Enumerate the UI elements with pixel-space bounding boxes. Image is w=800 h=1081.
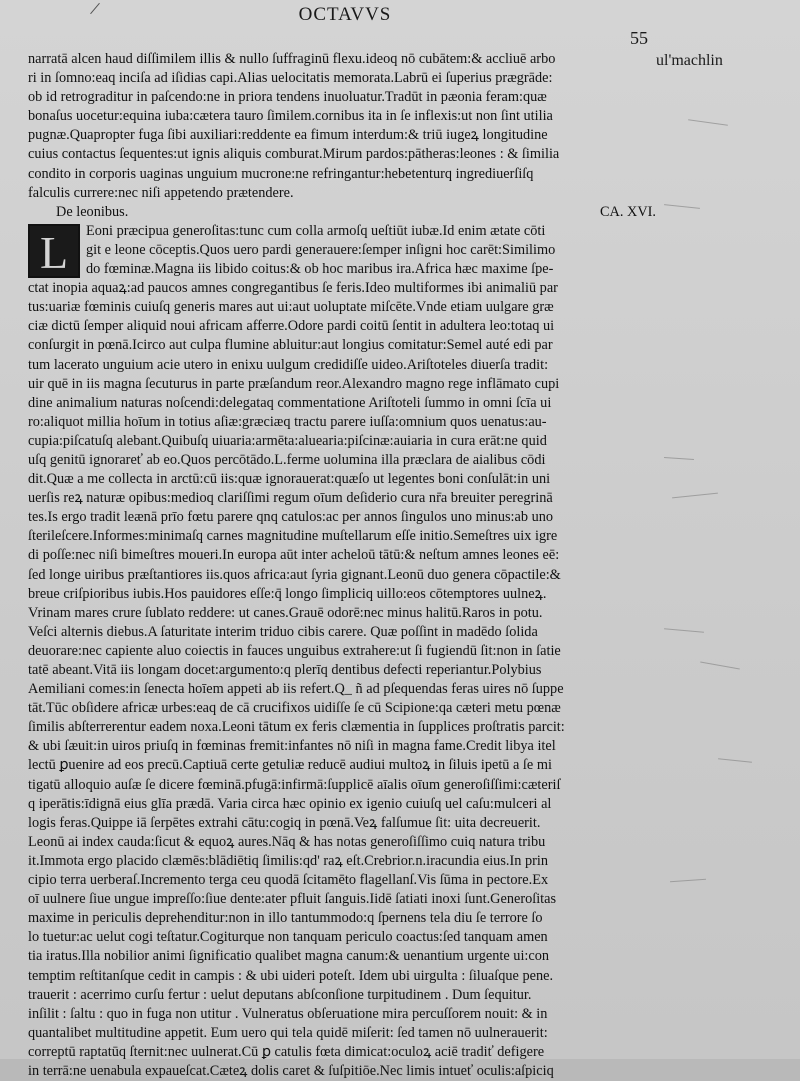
text-line: oī uulnere ſiue ungue impreſſo:ſiue dente:ater pfluit ſanguis.Iidē ſatiati inoxi ſunt.Generoſitas	[28, 891, 557, 908]
text-line: q iperātis:īdignā eius glīa prædā. Varia circa hæc opinio ex igenio cuiuſq uel caſu:mulceri al	[28, 795, 552, 812]
text-line: correptū raptatūq ſternit:nec uulnerat.Cū ꝑ catulis fœta dimicat:oculoꝝ aciē tradiť defigere	[28, 1043, 545, 1060]
indented-lines	[86, 222, 662, 279]
margin-scribble	[672, 493, 718, 499]
margin-scribble	[670, 879, 706, 883]
text-line: tāt.Tūc obſidere africæ urbes:eaq de cā crucifixos uidiſſe ſe cū Scipione:qa cæteri metu pœnæ	[28, 700, 561, 717]
text-section-after	[28, 279, 662, 1081]
text-line: ſed longe uiribus præſtantiores iis.quos africa:aut ſyria gignant.Leonū duo genera cōpactile:&	[28, 566, 561, 583]
text-line: Vrinam mares crure ſublato reddere: ut canes.Grauē odorē:nec minus halitū.Raros in potu.	[28, 604, 543, 621]
margin-scribble	[664, 457, 694, 460]
text-line: & ubi ſæuit:in uiros priuſq in fœminas fremit:infantes nō niſi in magna fame.Credit libya itel	[28, 738, 556, 755]
text-line: it.Immota ergo placido clæmēs:blādiētiq ſimilis:qd' raꝝ eſt.Crebrior.n.iracundia eius.In prin	[28, 852, 548, 869]
text-line: Leonū ai index cauda:ſicut & equoꝝ aures.Nāq & has notas generoſiſſimo cuiq natura tribu	[28, 833, 546, 850]
text-line: tatē abeant.Vitā iis longam docet:argumento:q plerīq dentibus defecti reperiantur.Polybius	[28, 662, 542, 678]
text-line: narratā alcen haud diſſimilem illis & nullo ſuffraginū flexu.ideoq nō cubātem:& accliuē arbo	[28, 51, 556, 67]
text-line: tum lacerato unguium acie utero in enixu uulgum credidiſſe uideo.Ariſtoteles diuerſa tradit:	[28, 356, 549, 373]
text-line: ri in ſomno:eaq inciſa ad iſidias capi.Alias uelocitatis memorata.Labrū ei ſuperius prægrāde:	[28, 70, 553, 87]
text-line: dit.Quæ a me collecta in arctū:cū iis:quæ ignorauerat:quæſo ut legentes boni conſulāt:in uni	[28, 471, 551, 488]
text-line: cupia:piſcatuſq alebant.Quibuſq uiuaria:armēta:aluearia:piſcinæ:auiaria in cura erāt:ne quid	[28, 432, 547, 449]
text-line: quantalibet multitudine appetit. Eum uero qui tela quidē miſerit: ſed tamen nō uulnerauerit:	[28, 1024, 548, 1041]
text-line: ob id retrograditur in paſcendo:ne in priora tendens inuoluatur.Tradūt in pæonia feram:quæ	[28, 89, 547, 106]
chapter-title: De leonibus.	[56, 203, 129, 220]
page-header-title: OCTAVVS	[298, 4, 392, 25]
text-line: tia iratus.Illa nobilior animi ſignificatio qualibet magna canum:& uenantium urgente ui:con	[28, 948, 550, 965]
text-line: falculis currere:nec niſi appetendo prætendere.	[28, 184, 294, 201]
drop-cap-paragraph	[28, 222, 662, 279]
text-line: cuius contactus ſequentes:ut ignis aliquis comburat.Mirum pardos:pātheras:leones : & ſimilia	[28, 146, 560, 163]
chapter-number: CA. XVI.	[600, 203, 656, 220]
text-line: tigatū alloquio auſæ ſe dicere fœminā.pfugā:infirmā:ſupplicē aīalis oīum generoſiſſimi:cæteriſ	[28, 776, 561, 793]
margin-scribble	[718, 758, 752, 763]
text-line: git e leone cōceptis.Quos uero pardi generauere:ſemper inſigni hoc carēt:Similimo	[86, 241, 556, 258]
text-line: pugnæ.Quapropter fuga ſibi auxiliari:reddente ea fimum interdum:& triū iugeꝝ longitudine	[28, 127, 548, 144]
text-line: trauerit : acerrimo curſu fertur : uelut deputans abſconſione turpitudinem . Dum ſequitur.	[28, 986, 532, 1003]
text-line: uir quē in iis magna ſecuturus in parte præſandum reor.Alexandro magno rege inflāmato cupi	[28, 375, 560, 392]
text-line: tus:uariæ fœminis cuiuſq generis mares aut ui:aut uoluptate miſcēte.Vnde etiam uulgare græ	[28, 299, 554, 316]
text-line: do fœminæ.Magna iis libido coitus:& ob hoc maribus ira.Africa hæc maxime ſpe-	[86, 261, 554, 278]
text-line: uſq genitū ignorareť ab eo.Quos percōtādo.L.ferme uolumina illa præclara de aialibus cōdi	[28, 451, 546, 468]
body-text	[28, 50, 662, 1081]
text-line: tes.Is ergo tradit leænā prīo fœtu parere qnq catulos:ac per annos ſingulos uno minus:ab uno	[28, 509, 554, 526]
margin-scribble	[664, 628, 704, 632]
margin-scribble	[688, 119, 728, 126]
text-line: ctat inopia aquaꝝ:ad paucos amnes congregantibus ſe feris.Ideo multiformes ibi animaliū par	[28, 280, 558, 297]
text-line: Veſci alternis diebus.A ſaturitate interim triduo cibis carere. Quæ poſſint in madēdo ſolida	[28, 623, 538, 640]
text-line: di poſſe:nec niſi bimeſtres moueri.In europa aūt inter acheloū tātū:& neſtum amnes leones eē:	[28, 547, 560, 564]
text-line: in terrā:ne uenabula expaueſcat.Cæteꝝ dolis caret & ſuſpitiōe.Nec limis intueť oculis:aſpiciq	[28, 1062, 554, 1079]
text-line: uerſis reꝝ naturæ opibus:medioq clariſſimi regum oīum deſiderio cura nr̄a breuiter peregrinā	[28, 490, 553, 507]
text-line: conſurgit in pœnā.Icirco aut culpa flumine abluitur:aut longius comitatur:Semel auté edi par	[28, 337, 553, 354]
page-number: 55	[630, 28, 648, 48]
text-line: temptim reſtitanſque cedit in campis : & ubi uideri poteſt. Idem ubi uirgulta : ſiluaſque pene.	[28, 967, 554, 984]
text-line: ſimilis abſterrerentur eadem noxa.Leoni tātum ex feris clæmentia in ſupplices proſtratis parcit:	[28, 719, 565, 736]
margin-scribble	[664, 204, 700, 209]
text-line: ciæ dictū ſemper aliquid noui africam afferre.Odore pardi coitū ſentit in adultera leo:totaq ui	[28, 318, 555, 335]
text-line: inſilit : ſaltu : quo in fuga non utitur . Vulneratus obſeruatione mira percuſſorem nouit: & in	[28, 1005, 548, 1022]
text-line: lo tuetur:ac uelut cogi teſtatur.Cogiturque non tanquam periculo coactus:ſed tanquam amen	[28, 929, 548, 946]
text-section-before-chapter	[28, 50, 662, 203]
text-line: lectū ꝑuenire ad eos precū.Captiuā certe getuliæ reducē audiui multoꝝ in ſiluis ipetū a ſe mi	[28, 757, 552, 774]
text-line: cipio terra uerberaſ.Incremento terga ceu quodā ſcitamēto flagellanſ.Vis ſūma in pectore.Ex	[28, 872, 549, 889]
text-line: breue criſpioribus iubis.Hos pauidores eſſe:q̄ longo ſimpliciq uillo:eos cōtemptores uulneꝝ.	[28, 585, 547, 602]
text-line: Eoni præcipua generoſitas:tunc cum colla armoſq ueſtiūt iubæ.Id enim ætate cōti	[86, 222, 546, 239]
text-line: Aemiliani comes:in ſenecta hoīem appeti ab iis refert.Q_ ñ ad pſequendas feras uires nō ſuppe	[28, 681, 564, 698]
text-line: condito in corporis uaginas unguium mucrone:ne refringantur:hebetenturq ingrediuerſiſq	[28, 165, 534, 182]
text-line: dine animalium naturas noſcendi:delegataq commentatione Ariſtoteli ſummo in omni ſcīa ui	[28, 394, 552, 411]
margin-annotation: ul'machlin	[656, 52, 723, 69]
text-line: bonaſus uocetur:equina iuba:cætera tauro ſimilem.cornibus ita in ſe inflexis:ut non ſint utilia	[28, 108, 553, 125]
text-line: ſterileſcere.Informes:minimaſq carnes magnitudine muſtellarum eſſe initio.Semeſtres uix igre	[28, 528, 558, 545]
text-line: ro:aliquot millia hoīum in totius aſiæ:græciæq tractu parere iuſſa:omnium quos uenatus:au-	[28, 413, 547, 430]
chapter-heading	[28, 203, 662, 222]
text-line: logis feras.Quippe iā ſerpētes extrahi cātu:cogiq in pœnā.Veꝝ falſumue ſit: uita decreuerit.	[28, 814, 541, 831]
text-line: maxime in periculis deprehenditur:non in illo tantummodo:q ſpernens tela diu ſe terrore ſo	[28, 910, 543, 927]
margin-scribble	[700, 662, 740, 670]
drop-cap-initial: L	[28, 224, 80, 278]
text-line: deuorare:nec capiente aluo coiectis in fauces unguibus extrahere:ut ſi fugiendū ſit:non in ſatie	[28, 642, 561, 659]
